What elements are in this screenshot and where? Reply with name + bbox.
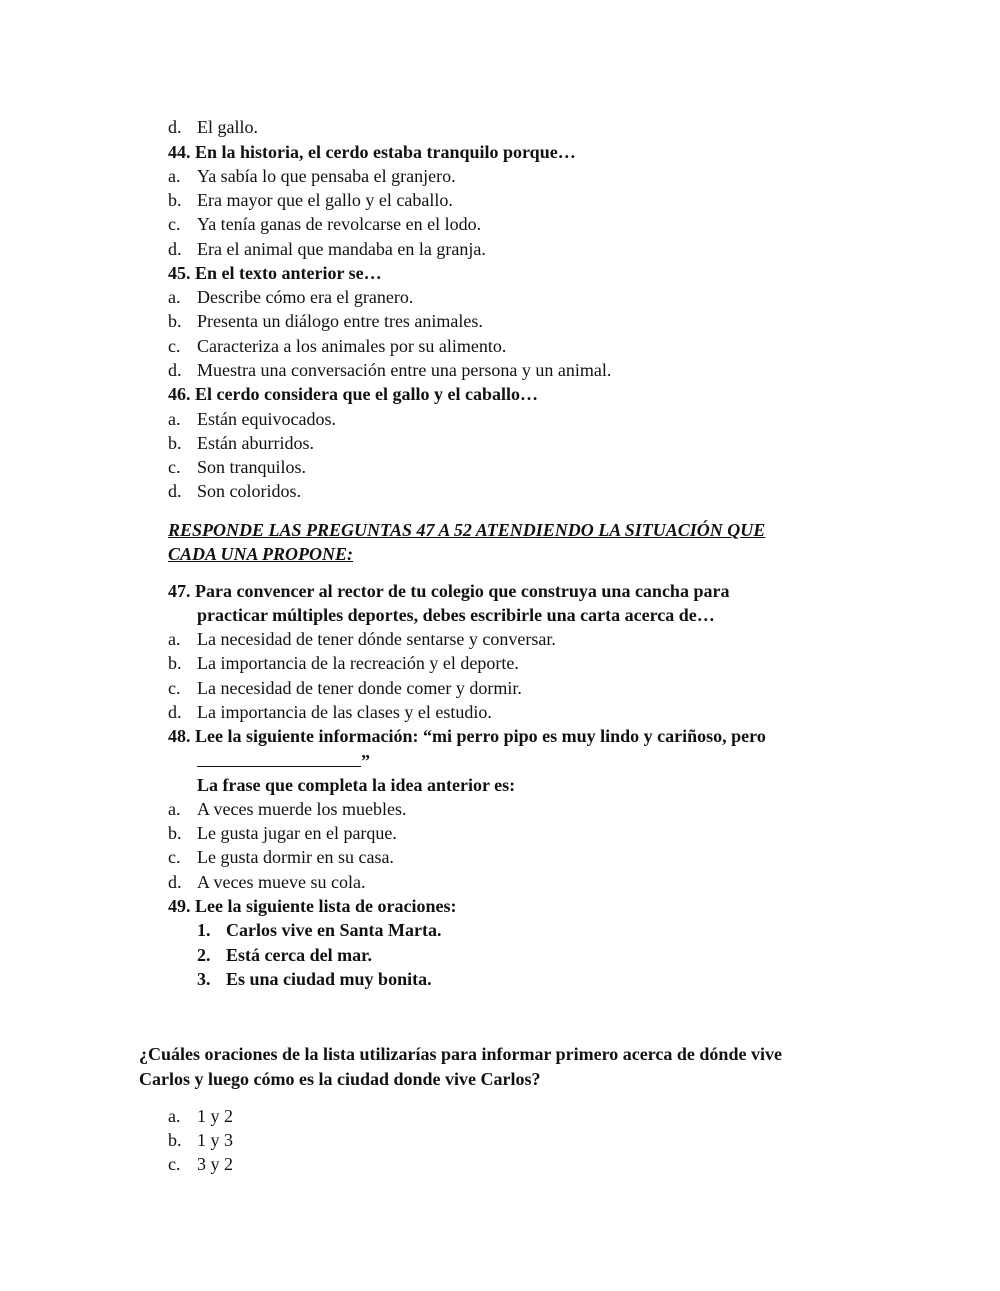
option-letter: c. xyxy=(168,336,181,356)
option-letter: b. xyxy=(168,433,182,453)
question-title: 48. Lee la siguiente información: “mi perro pipo es muy lindo y cariñoso, pero xyxy=(168,726,766,746)
option-letter: c. xyxy=(168,678,181,698)
option-letter: d. xyxy=(168,117,182,137)
option-letter: a. xyxy=(168,287,181,307)
option-text: Era mayor que el gallo y el caballo. xyxy=(197,190,453,210)
option-text: Son tranquilos. xyxy=(197,457,307,477)
list-number: 1. xyxy=(197,920,211,940)
question-title: 47. Para convencer al rector de tu colegio que construya una cancha para xyxy=(168,581,730,601)
question-subtitle: La frase que completa la idea anterior es: xyxy=(197,775,516,795)
option-text: La necesidad de tener donde comer y dormir. xyxy=(197,678,522,698)
question-prompt-line-2: Carlos y luego cómo es la ciudad donde vive Carlos? xyxy=(139,1069,541,1089)
option-text: La necesidad de tener dónde sentarse y conversar. xyxy=(197,629,556,649)
question-title: 45. En el texto anterior se… xyxy=(168,263,382,283)
question-prompt-line-1: ¿Cuáles oraciones de la lista utilizarías para informar primero acerca de dónde vive xyxy=(139,1044,782,1064)
option-text: Presenta un diálogo entre tres animales. xyxy=(197,311,483,331)
question-title: 49. Lee la siguiente lista de oraciones: xyxy=(168,896,457,916)
option-letter: b. xyxy=(168,823,182,843)
list-text: Está cerca del mar. xyxy=(226,945,372,965)
option-text: A veces mueve su cola. xyxy=(197,872,366,892)
option-text: Le gusta dormir en su casa. xyxy=(197,847,394,867)
section-header-line-2: CADA UNA PROPONE: xyxy=(168,544,354,564)
answer-blank xyxy=(197,748,361,767)
option-letter: a. xyxy=(168,799,181,819)
list-number: 2. xyxy=(197,945,211,965)
option-letter: a. xyxy=(168,166,181,186)
option-letter: c. xyxy=(168,1154,181,1174)
option-text: A veces muerde los muebles. xyxy=(197,799,407,819)
option-text: 3 y 2 xyxy=(197,1154,233,1174)
option-text: Le gusta jugar en el parque. xyxy=(197,823,397,843)
option-letter: c. xyxy=(168,214,181,234)
option-letter: a. xyxy=(168,629,181,649)
option-text: 1 y 2 xyxy=(197,1106,233,1126)
option-text: La importancia de las clases y el estudio. xyxy=(197,702,492,722)
option-text: Ya sabía lo que pensaba el granjero. xyxy=(197,166,456,186)
list-number: 3. xyxy=(197,969,211,989)
option-text: Caracteriza a los animales por su alimento. xyxy=(197,336,507,356)
option-letter: d. xyxy=(168,239,182,259)
option-letter: d. xyxy=(168,481,182,501)
closing-quote: ” xyxy=(361,751,370,771)
question-title-continued: practicar múltiples deportes, debes escribirle una carta acerca de… xyxy=(197,605,715,625)
option-letter: d. xyxy=(168,702,182,722)
option-text: 1 y 3 xyxy=(197,1130,233,1150)
option-letter: b. xyxy=(168,311,182,331)
option-text: Describe cómo era el granero. xyxy=(197,287,414,307)
option-text: Ya tenía ganas de revolcarse en el lodo. xyxy=(197,214,482,234)
option-text: El gallo. xyxy=(197,117,258,137)
option-letter: a. xyxy=(168,1106,181,1126)
option-letter: b. xyxy=(168,1130,182,1150)
option-letter: c. xyxy=(168,847,181,867)
question-title: 46. El cerdo considera que el gallo y el caballo… xyxy=(168,384,538,404)
option-letter: d. xyxy=(168,360,182,380)
option-text: Están aburridos. xyxy=(197,433,314,453)
list-text: Es una ciudad muy bonita. xyxy=(226,969,432,989)
option-text: La importancia de la recreación y el deporte. xyxy=(197,653,519,673)
list-text: Carlos vive en Santa Marta. xyxy=(226,920,442,940)
option-letter: b. xyxy=(168,653,182,673)
option-letter: d. xyxy=(168,872,182,892)
option-letter: c. xyxy=(168,457,181,477)
option-text: Era el animal que mandaba en la granja. xyxy=(197,239,486,259)
option-text: Muestra una conversación entre una persona y un animal. xyxy=(197,360,612,380)
option-text: Son coloridos. xyxy=(197,481,302,501)
option-text: Están equivocados. xyxy=(197,409,336,429)
option-letter: b. xyxy=(168,190,182,210)
answer-blank-line xyxy=(197,748,370,773)
question-title: 44. En la historia, el cerdo estaba tranquilo porque… xyxy=(168,142,576,162)
section-header-line-1: RESPONDE LAS PREGUNTAS 47 A 52 ATENDIENDO LA SITUACIÓN QUE xyxy=(168,520,766,540)
option-letter: a. xyxy=(168,409,181,429)
